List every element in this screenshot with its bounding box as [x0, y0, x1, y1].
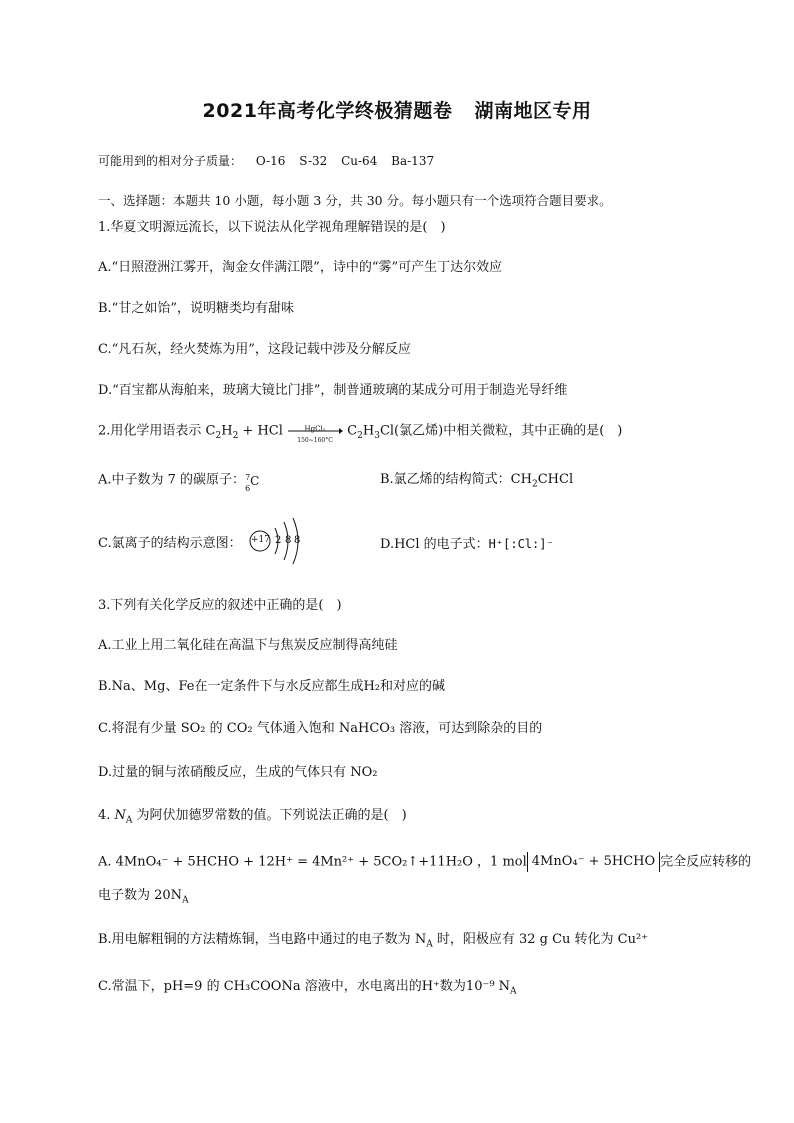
mass-item: Cu-64	[341, 154, 378, 168]
q2-d-label: D.HCl 的电子式：	[380, 537, 489, 552]
page-title	[0, 96, 794, 123]
catalyst-label: HgCl₂	[304, 425, 326, 433]
q4-stem: 4. $N_A$ 为阿伏加德罗常数的值。下列说法正确的是( )	[98, 808, 407, 826]
q2-b-label: B.氯乙烯的结构简式：CH	[380, 472, 532, 487]
q4-a-bracket: 4MnO₄⁻ + 5HCHO	[527, 852, 660, 872]
atomic-number: 6	[245, 484, 251, 493]
q4-a-line2-text: 电子数为 20N	[98, 888, 183, 903]
q2-stem: 2.用化学用语表示 $C_2H_2$ + HCl HgCl₂ 150~160°C $C_2H_3Cl$(氯乙烯)中相关微粒，其中正确的是( )	[98, 422, 622, 445]
q4-c-text: C.常温下，pH=9 的 CH₃COONa 溶液中，水电离出的H⁺数为10⁻⁹ N	[98, 979, 511, 994]
masses-label: 可能用到的相对分子质量：	[98, 154, 243, 168]
q2-suffix: (氯乙烯)中相关微粒，其中正确的是( )	[394, 423, 623, 439]
q4-text: 为阿伏加德罗常数的值。下列说法正确的是( )	[132, 808, 407, 823]
title-region: 湖南地区专用	[474, 100, 592, 122]
q2-prefix: 2.用化学用语表示 C	[98, 423, 216, 439]
nucleus-charge: +17	[251, 535, 270, 545]
avogadro-symbol: N	[114, 808, 126, 823]
q4-a-equation: A. 4MnO₄⁻ + 5HCHO + 12H⁺ = 4Mn²⁺ + 5CO₂↑+11H₂O ，1 mol	[98, 854, 527, 870]
q1-option-c: C.“凡石灰，经火焚炼为用”，这段记载中涉及分解反应	[98, 342, 411, 357]
q4-a-end: 完全反应转移的	[660, 854, 752, 870]
title-main: 2021年高考化学终极猜题卷	[202, 100, 453, 122]
mass-item: S-32	[299, 154, 328, 168]
q4-option-a-line2: 电子数为 $20N_A$	[98, 888, 189, 906]
q1-option-b: B.“甘之如饴”，说明糖类均有甜味	[98, 301, 294, 316]
carbon-isotope	[245, 471, 260, 493]
q4-option-a	[98, 852, 751, 872]
element-symbol: C	[250, 474, 260, 488]
atomic-masses	[98, 152, 444, 170]
q2-option-b: B.氯乙烯的结构简式：$CH_2CHCl$	[380, 472, 574, 490]
q2-b-tail: CHCl	[537, 472, 574, 487]
q2-option-a	[98, 471, 260, 493]
q2-a-label: A.中子数为 7 的碳原子：	[98, 472, 246, 488]
q4-b-text: B.用电解粗铜的方法精炼铜，当电路中通过的电子数为 N	[98, 932, 427, 947]
q4-option-c: C.常温下，pH=9 的 CH₃COONa 溶液中，水电离出的H⁺数为10⁻⁹ $N_A$	[98, 979, 517, 997]
temperature-label: 150~160°C	[297, 437, 333, 444]
mass-number: 7	[245, 473, 251, 482]
section-heading: 一、选择题：本题共 10 小题，每小题 3 分，共 30 分。每小题只有一个选项符合题目要求。	[98, 193, 612, 208]
q3-stem: 3.下列有关化学反应的叙述中正确的是( )	[98, 598, 342, 613]
q1-option-a: A.“日照澄洲江雾开，淘金女伴满江隈”，诗中的“雾”可产生丁达尔效应	[98, 260, 503, 275]
q4-option-b: B.用电解粗铜的方法精炼铜，当电路中通过的电子数为 $N_A$ 时，阳极应有 32 g Cu 转化为 Cu²⁺	[98, 932, 649, 950]
q1-stem: 1.华夏文明源远流长，以下说法从化学视角理解错误的是( )	[98, 220, 446, 235]
q2-option-d	[380, 535, 554, 554]
q3-option-b: B.Na、Mg、Fe在一定条件下与水反应都生成H₂和对应的碱	[98, 679, 445, 694]
shell-3: 8	[294, 535, 301, 546]
q1-option-d: D.“百宝都从海舶来，玻璃大镜比门排”，制普通玻璃的某成分可用于制造光导纤维	[98, 383, 568, 398]
q3-option-d: D.过量的铜与浓硝酸反应，生成的气体只有 NO₂	[98, 765, 378, 780]
q2-c-label: C.氯离子的结构示意图：	[98, 536, 242, 551]
mass-item: O-16	[255, 154, 286, 168]
q4-number: 4.	[98, 808, 115, 823]
shell-1: 2	[275, 535, 282, 546]
shell-2: 8	[285, 535, 292, 546]
q3-option-c: C.将混有少量 SO₂ 的 CO₂ 气体通入饱和 NaHCO₃ 溶液，可达到除杂的目的	[98, 721, 543, 736]
mass-item: Ba-137	[391, 154, 435, 168]
q3-option-a: A.工业上用二氧化硅在高温下与焦炭反应制得高纯硅	[98, 638, 398, 653]
q2-option-c	[98, 535, 242, 553]
electron-formula: H⁺[:Cl:]⁻	[488, 537, 554, 551]
q4-b-end: 时，阳极应有 32 g Cu 转化为 Cu²⁺	[432, 932, 649, 947]
reaction-arrow	[287, 422, 343, 444]
